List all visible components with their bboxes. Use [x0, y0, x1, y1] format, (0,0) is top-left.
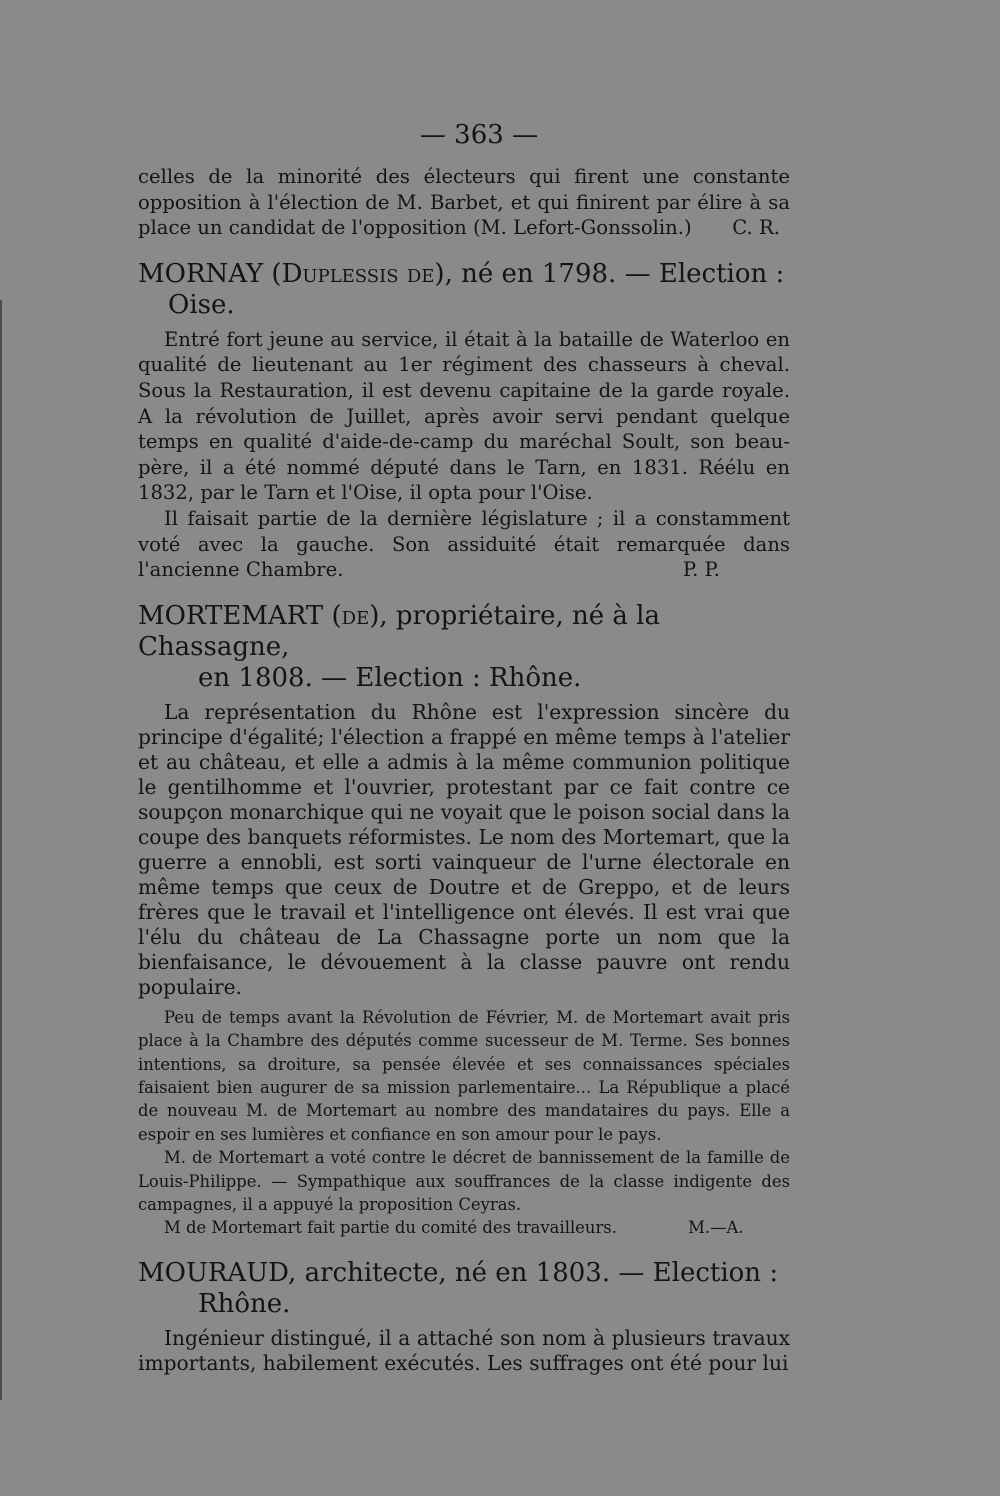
mornay-heading-cont: Oise. [168, 289, 235, 320]
mornay-paragraph-2-text: Il faisait partie de la dernière législature ; il a constamment voté avec la gauche. Son assiduité était remarquée dans l'ancienne Chambre. [138, 506, 790, 582]
mortemart-particle: (de) [331, 600, 380, 631]
intro-signature: C. R. [732, 216, 780, 240]
mornay-particle: (Duplessis de) [271, 258, 445, 289]
mornay-signature: P. P. [682, 558, 720, 582]
mortemart-small-3-text: M de Mortemart fait partie du comité des travailleurs. [164, 1218, 617, 1238]
page-edge-mark [0, 300, 2, 1400]
page-number: — 363 — [419, 120, 539, 150]
entry-heading-mornay [138, 259, 790, 321]
mortemart-paragraph-1: La représentation du Rhône est l'expression sincère du principe d'égalité; l'élection a frappé en même temps à l'atelier et au château, et elle a admis à la même communion politique le gentilhomme et l'ouvrier, protestant par ce fait contre ce soupçon monarchique qui ne voyait que le poison social dans la coupe des banquets réformistes. Le nom des Mortemart, que la guerre a ennobli, est sorti vainqueur de l'urne électorale en même temps que ceux de Doutre et de Greppo, et de leurs frères que le travail et l'intelligence ont élevés. Il est vrai que l'élu du château de La Chassagne porte un nom que la bienfaisance, le dévouement à la classe pauvre ont rendu populaire. [138, 699, 790, 999]
mouraud-paragraph-1: Ingénieur distingué, il a attaché son nom à plusieurs travaux importants, habilement exécutés. Les suffrages ont été pour lui [138, 1325, 790, 1375]
mortemart-signature: M.—A. [688, 1218, 744, 1238]
intro-text: celles de la minorité des électeurs qui firent une constante opposition à l'élection de M. Barbet, et qui finirent par élire à sa place un candidat de l'opposition (M. Lefort-Gonssolin.) [138, 165, 790, 240]
entry-heading-mortemart [138, 601, 790, 694]
mortemart-small-1: Peu de temps avant la Révolution de Février, M. de Mortemart avait pris place à la Chambre des députés comme sucesseur de M. Terme. Ses bonnes intentions, sa droiture, sa pensée élevée et ses connaissances spéciales faisaient bien augurer de sa mission parlementaire... La République a placé de nouveau M. de Mortemart au nombre des mandataires du pays. Elle a espoir en ses lumières et confiance en son amour pour le pays. [138, 1007, 790, 1144]
mouraud-name: MOURAUD [138, 1257, 289, 1288]
mortemart-small-2: M. de Mortemart a voté contre le décret de bannissement de la famille de Louis-Philippe. — Sympathique aux souffrances de la classe indigente des campagnes, il a appuyé la proposition Ceyras. [138, 1148, 790, 1214]
mortemart-small-3 [138, 1216, 790, 1239]
mornay-paragraph-1: Entré fort jeune au service, il était à la bataille de Waterloo en qualité de lieutenant au 1er régiment des chasseurs à cheval. Sous la Restauration, il est devenu capitaine de la garde royale. A la révolution de Juillet, après avoir servi pendant quelque temps en qualité d'aide-de-camp du maréchal Soult, son beau-père, il a été nommé député dans le Tarn, en 1831. Réélu en 1832, par le Tarn et l'Oise, il opta pour l'Oise. [138, 327, 790, 505]
mouraud-heading-rest: , architecte, né en 1803. — Election : [288, 1257, 779, 1288]
mornay-paragraph-2 [138, 506, 790, 583]
document-page [138, 118, 790, 1376]
mornay-name: MORNAY [138, 258, 264, 289]
intro-paragraph [138, 164, 790, 241]
mouraud-heading-cont: Rhône. [198, 1288, 291, 1319]
mortemart-heading-rest: , propriétaire, né à la Chassagne, [138, 600, 660, 662]
mortemart-name: MORTEMART [138, 600, 324, 631]
entry-heading-mouraud [138, 1258, 790, 1320]
mortemart-heading-cont: en 1808. — Election : Rhône. [198, 662, 582, 693]
mornay-heading-rest: , né en 1798. — Election : [444, 258, 785, 289]
